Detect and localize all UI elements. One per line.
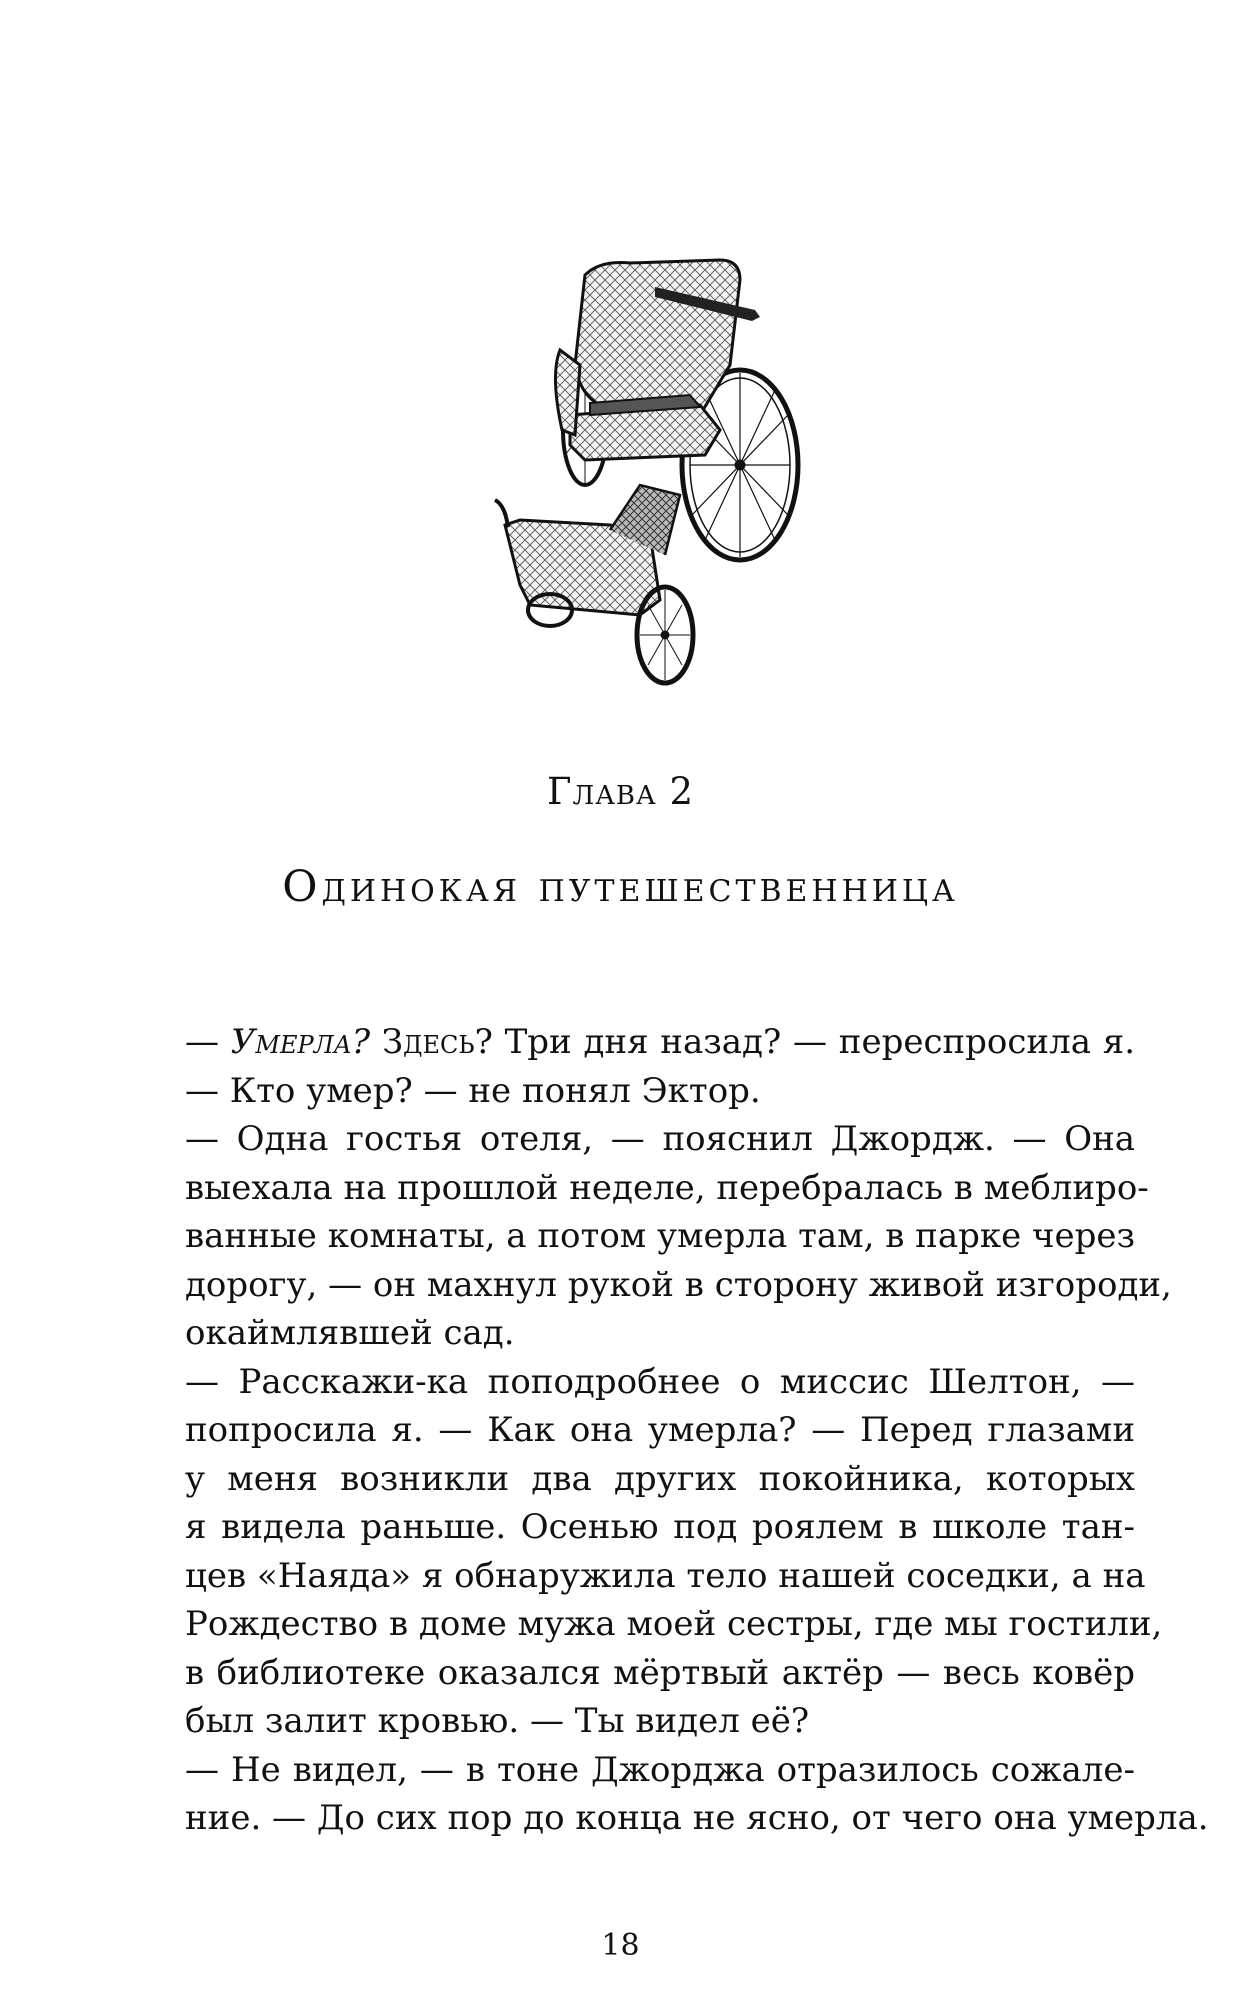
italic-word: Умерла? [230, 1022, 371, 1062]
text-line: цев «Наяда» я обнаружила тело нашей соседки, а на [185, 1555, 1146, 1596]
text-line: ванные комнаты, а потом умерла там, в парке через [185, 1216, 1136, 1256]
text-line: — Расскажи-ка поподробнее о миссис Шелтон, — [185, 1361, 1135, 1402]
text-line: выехала на прошлой неделе, перебралась в меблиро- [185, 1167, 1149, 1208]
text-line: в библиотеке оказался мёртвый актёр — весь ковёр [185, 1652, 1135, 1693]
text-line: попросила я. — Как она умерла? — Перед глазами [185, 1410, 1135, 1450]
text-line: Рождество в доме мужа моей сестры, где мы гостили, [185, 1604, 1163, 1644]
text-line: дорогу, — он махнул рукой в сторону живой изгороди, [185, 1264, 1172, 1305]
text-line: ние. — До сих пор до конца не ясно, от чего она умерла. [185, 1798, 1209, 1838]
body-text [185, 1018, 1209, 1843]
text-line: — Одна гостья отеля, — пояснил Джордж. — Она [185, 1119, 1135, 1159]
dash: — [185, 1022, 231, 1062]
chapter-title: Одинокая путешественница [282, 862, 959, 912]
text-line: — Кто умер? — не понял Эктор. [185, 1070, 761, 1111]
text-line: был залит кровью. — Ты видел её? [185, 1701, 810, 1741]
chapter-label: Глава 2 [547, 770, 694, 813]
page-number: 18 [601, 1928, 640, 1963]
text-line [185, 1018, 1135, 1067]
text-line: я видела раньше. Осенью под роялем в школе тан- [185, 1507, 1135, 1547]
text-line: у меня возникли два других покойника, которых [185, 1458, 1135, 1499]
wicker-wheelchair-icon [490, 255, 860, 695]
text-line: окаймлявшей сад. [185, 1313, 515, 1353]
text-line: — Не видел, — в тоне Джорджа отразилось сожале- [185, 1749, 1135, 1790]
small-caps-word: Здесь? [370, 1022, 493, 1062]
line-rest: Три дня назад? — переспросила я. [492, 1022, 1135, 1062]
